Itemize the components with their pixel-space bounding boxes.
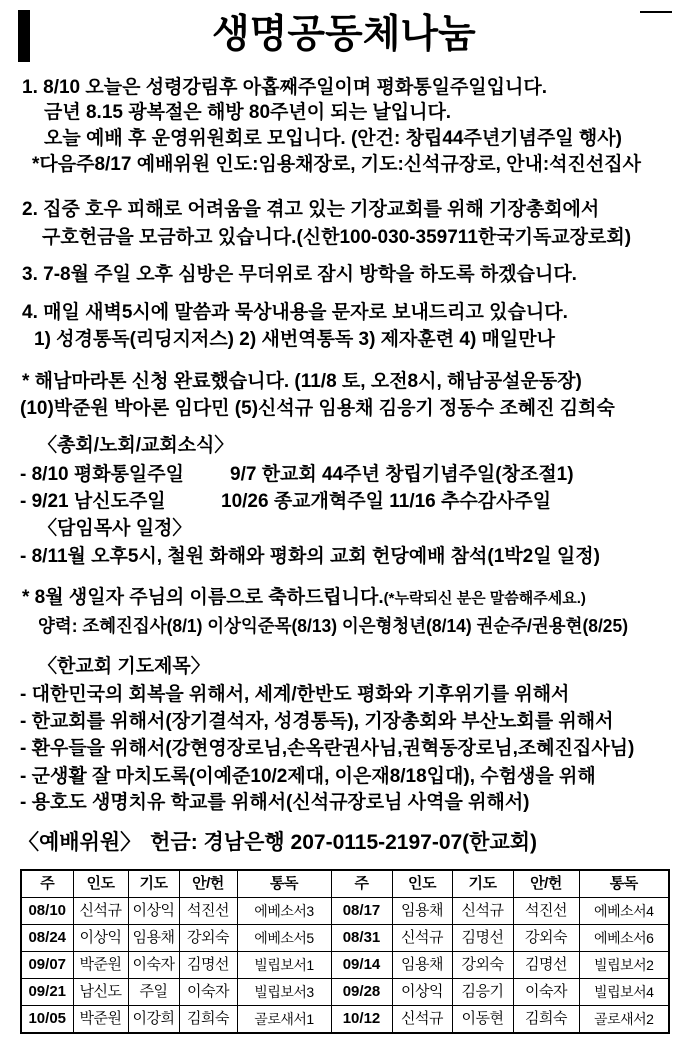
reading-cell: 에베소서3	[237, 898, 331, 925]
page-title: 생명공동체나눔	[212, 13, 476, 56]
prayer-cell: 주일	[128, 979, 179, 1006]
prayer-item: - 환우들을 위해서(강현영장로님,손옥란권사님,권혁동장로님,조혜진집사님)	[20, 738, 635, 759]
leader-cell: 이상익	[73, 925, 128, 952]
prayer-cell: 이강희	[128, 1006, 179, 1034]
reading-cell: 빌립보서4	[579, 979, 669, 1006]
reading-cell: 골로새서2	[579, 1006, 669, 1034]
header-reading: 통독	[579, 870, 669, 898]
week-cell: 09/07	[21, 952, 73, 979]
prayer-cell: 강외숙	[452, 952, 513, 979]
prayer-cell: 신석규	[452, 898, 513, 925]
week-cell: 08/10	[21, 898, 73, 925]
offering-account: 헌금: 경남은행 207-0115-2197-07(한교회)	[150, 831, 538, 854]
header-reading: 통독	[237, 870, 331, 898]
reading-cell: 빌립보서1	[237, 952, 331, 979]
week-cell: 08/17	[331, 898, 392, 925]
prayer-heading: 〈한교회 기도제목〉	[38, 656, 210, 677]
usher-offering-cell: 김명선	[513, 952, 579, 979]
church-news-item-1-date: - 8/10 평화통일주일	[20, 464, 184, 485]
prayer-item: - 한교회를 위해서(장기결석자, 성경통독), 기장총회와 부산노회를 위해서	[20, 711, 614, 732]
church-news-heading: 〈총회/노회/교회소식〉	[38, 435, 234, 456]
header-prayer: 기도	[128, 870, 179, 898]
prayer-cell: 이상익	[128, 898, 179, 925]
header-week: 주	[21, 870, 73, 898]
week-cell: 09/14	[331, 952, 392, 979]
prayer-item: - 대한민국의 회복을 위해서, 세계/한반도 평화와 기후위기를 위해서	[20, 684, 570, 705]
title-accent-bar	[18, 10, 30, 62]
usher-offering-cell: 이숙자	[513, 979, 579, 1006]
pastor-schedule-item: - 8/11월 오후5시, 철원 화해와 평화의 교회 헌당예배 참석(1박2일 일정)	[20, 546, 600, 567]
usher-offering-cell: 석진선	[179, 898, 237, 925]
notice-2-line-2: 구호헌금을 모금하고 있습니다.(신한100-030-359711한국기독교장로회)	[42, 227, 632, 248]
worship-committee-line	[18, 830, 537, 856]
prayer-item: - 용호도 생명치유 학교를 위해서(신석규장로님 사역을 위해서)	[20, 792, 530, 813]
leader-cell: 임용채	[392, 952, 452, 979]
notice-2-line-1: 2. 집중 호우 피해로 어려움을 겪고 있는 기장교회를 위해 기장총회에서	[22, 199, 600, 220]
usher-offering-cell: 강외숙	[513, 925, 579, 952]
usher-offering-cell: 김희숙	[179, 1006, 237, 1034]
schedule-row	[21, 898, 669, 925]
usher-offering-cell: 강외숙	[179, 925, 237, 952]
header-leader: 인도	[392, 870, 452, 898]
leader-cell: 박준원	[73, 952, 128, 979]
week-cell: 09/21	[21, 979, 73, 1006]
reading-cell: 에베소서5	[237, 925, 331, 952]
leader-cell: 신석규	[73, 898, 128, 925]
header-leader: 인도	[73, 870, 128, 898]
week-cell: 08/24	[21, 925, 73, 952]
usher-offering-cell: 이숙자	[179, 979, 237, 1006]
notice-4-line-1: 4. 매일 새벽5시에 말씀과 묵상내용을 문자로 보내드리고 있습니다.	[22, 302, 568, 323]
prayer-cell: 이동현	[452, 1006, 513, 1034]
notice-1-line-4: *다음주8/17 예배위원 인도:임용채장로, 기도:신석규장로, 안내:석진선집사	[32, 154, 641, 175]
leader-cell: 이상익	[392, 979, 452, 1006]
week-cell: 08/31	[331, 925, 392, 952]
reading-cell: 에베소서4	[579, 898, 669, 925]
church-news-item-2-events: 10/26 종교개혁주일 11/16 추수감사주일	[221, 491, 552, 512]
week-cell: 10/12	[331, 1006, 392, 1034]
notice-4-line-2: 1) 성경통독(리딩지저스) 2) 새번역통독 3) 제자훈련 4) 매일만나	[34, 329, 555, 350]
marathon-line-1: * 해남마라톤 신청 완료했습니다. (11/8 토, 오전8시, 해남공설운동장)	[22, 371, 582, 392]
worship-committee-table	[20, 869, 670, 1034]
header-week: 주	[331, 870, 392, 898]
schedule-row	[21, 925, 669, 952]
usher-offering-cell: 김명선	[179, 952, 237, 979]
worship-committee-heading: 〈예배위원〉	[18, 831, 142, 854]
prayer-cell: 김응기	[452, 979, 513, 1006]
usher-offering-cell: 석진선	[513, 898, 579, 925]
reading-cell: 에베소서6	[579, 925, 669, 952]
notice-1-line-3: 오늘 예배 후 운영위원회로 모입니다. (안건: 창립44주년기념주일 행사)	[44, 128, 622, 149]
leader-cell: 박준원	[73, 1006, 128, 1034]
birthday-message-line	[22, 586, 586, 611]
reading-cell: 빌립보서3	[237, 979, 331, 1006]
header-usher-offering: 안/헌	[179, 870, 237, 898]
schedule-row	[21, 979, 669, 1006]
birthday-note: (*누락되신 분은 말씀해주세요.)	[383, 590, 586, 607]
church-news-item-1-events: 9/7 한교회 44주년 창립기념주일(창조절1)	[230, 464, 574, 485]
reading-cell: 빌립보서2	[579, 952, 669, 979]
prayer-cell: 이숙자	[128, 952, 179, 979]
usher-offering-cell: 김희숙	[513, 1006, 579, 1034]
leader-cell: 임용채	[392, 898, 452, 925]
birthday-message: * 8월 생일자 주님의 이름으로 축하드립니다.	[22, 587, 384, 608]
title-top-rule	[640, 11, 672, 13]
schedule-row	[21, 952, 669, 979]
pastor-schedule-heading: 〈담임목사 일정〉	[38, 518, 192, 539]
marathon-line-2: (10)박준원 박아론 임다민 (5)신석규 임용채 김응기 정동수 조혜진 김희숙	[20, 398, 615, 419]
notice-1-line-1: 1. 8/10 오늘은 성령강림후 아홉째주일이며 평화통일주일입니다.	[22, 77, 547, 98]
week-cell: 10/05	[21, 1006, 73, 1034]
notice-1-line-2: 금년 8.15 광복절은 해방 80주년이 되는 날입니다.	[44, 102, 452, 123]
table-header-row	[21, 870, 669, 898]
birthday-list: 양력: 조혜진집사(8/1) 이상익준목(8/13) 이은형청년(8/14) 권순주/권용현(8/25)	[38, 616, 628, 636]
week-cell: 09/28	[331, 979, 392, 1006]
leader-cell: 신석규	[392, 1006, 452, 1034]
leader-cell: 남신도	[73, 979, 128, 1006]
schedule-row	[21, 1006, 669, 1034]
prayer-item: - 군생활 잘 마치도록(이예준10/2제대, 이은재8/18입대), 수험생을 위해	[20, 766, 596, 787]
reading-cell: 골로새서1	[237, 1006, 331, 1034]
church-news-item-2-date: - 9/21 남신도주일	[20, 491, 166, 512]
leader-cell: 신석규	[392, 925, 452, 952]
header-prayer: 기도	[452, 870, 513, 898]
prayer-cell: 임용채	[128, 925, 179, 952]
header-usher-offering: 안/헌	[513, 870, 579, 898]
notice-3-line-1: 3. 7-8월 주일 오후 심방은 무더위로 잠시 방학을 하도록 하겠습니다.	[22, 264, 577, 285]
prayer-cell: 김명선	[452, 925, 513, 952]
